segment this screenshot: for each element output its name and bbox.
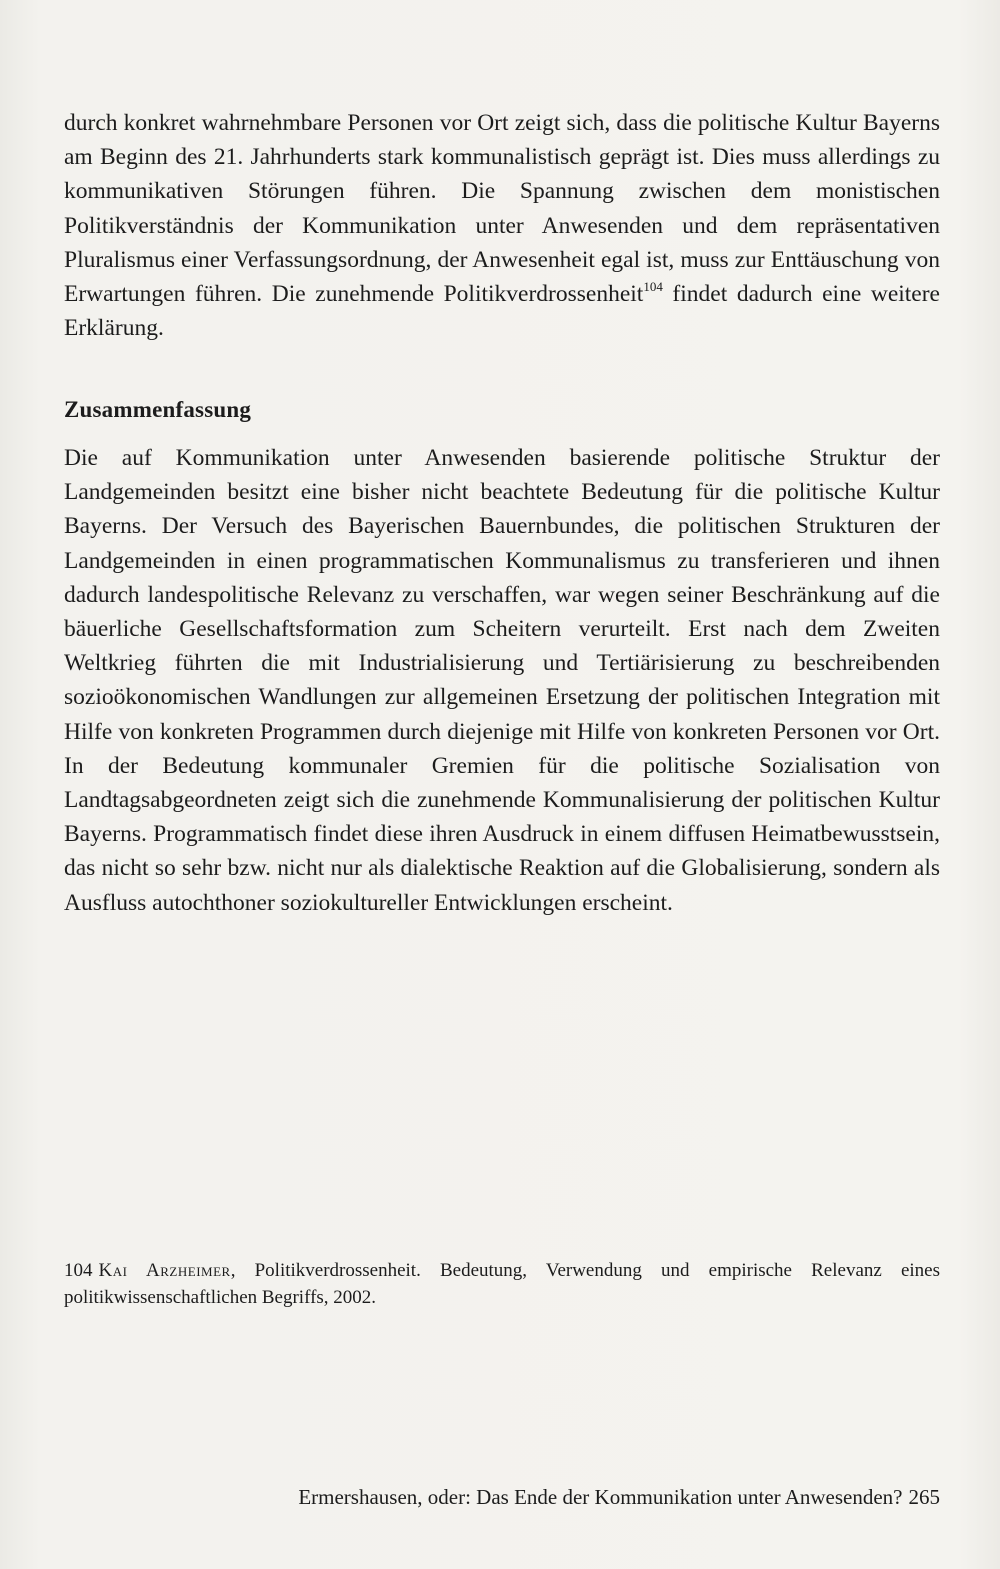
section-heading: Zusammenfassung [64, 397, 252, 422]
body-paragraph-2: Die auf Kommunikation unter Anwesenden basierende politische Struktur der Landgemeinden besitzt eine bisher nicht beachtete Bedeutung für die politische Kultur Bayerns. Der Versuch des Bayerischen Bauernbundes, die politischen Strukturen der Landgemeinden in einen programmatischen Kommunalismus zu transferieren und ihnen dadurch landespolitische Relevanz zu verschaffen, war wegen seiner Beschränkung auf die bäuerliche Gesellschaftsformation zum Scheitern verurteilt. Erst nach dem Zweiten Weltkrieg führten die mit Industrialisierung und Tertiärisierung zu beschreibenden sozioökonomischen Wandlungen zur allgemeinen Ersetzung der politischen Integration mit Hilfe von konkreten Programmen durch diejenige mit Hilfe von konkreten Personen vor Ort. In der Bedeutung kommunaler Gremien für die politische Sozialisation von Landtagsabgeordneten zeigt sich die zunehmende Kommunalisierung der politischen Kultur Bayerns. Programmatisch findet diese ihren Ausdruck in einem diffusen Heimatbewusstsein, das nicht so sehr bzw. nicht nur als dialektische Reaktion auf die Globalisierung, sondern als Ausfluss autochthoner soziokultureller Entwicklungen erscheint. [64, 445, 940, 916]
footnote-text: , Politikverdrossenheit. Bedeutung, Verwendung und empirische Relevanz eines politikwissenschaftlichen Begriffs, 2002. [64, 1260, 940, 1308]
page-number: 265 [908, 1485, 940, 1509]
footnote [64, 1257, 940, 1311]
paragraph-1-text: durch konkret wahrnehmbare Personen vor Ort zeigt sich, dass die politische Kultur Bayerns am Beginn des 21. Jahrhunderts stark kommunalistisch geprägt ist. Dies muss allerdings zu kommunikativen Störungen führen. Die Spannung zwischen dem monistischen Politikverständnis der Kommunikation unter Anwesenden und dem repräsentativen Pluralismus einer Verfassungsordnung, der Anwesenheit egal ist, muss zur Enttäuschung von Erwartungen führen. Die zunehmende Politikverdrossenheit [64, 110, 940, 308]
footnote-reference: 104 [643, 279, 663, 295]
paragraph-1-text-end: findet dadurch eine weitere Erklärung. [64, 281, 940, 342]
footnote-number: 104 [64, 1260, 93, 1281]
body-paragraph-1 [64, 106, 940, 345]
running-title: Ermershausen, oder: Das Ende der Kommunikation unter Anwesenden? [298, 1485, 903, 1509]
footnote-author: Kai Arzheimer [98, 1260, 231, 1281]
running-footer [298, 1483, 940, 1511]
